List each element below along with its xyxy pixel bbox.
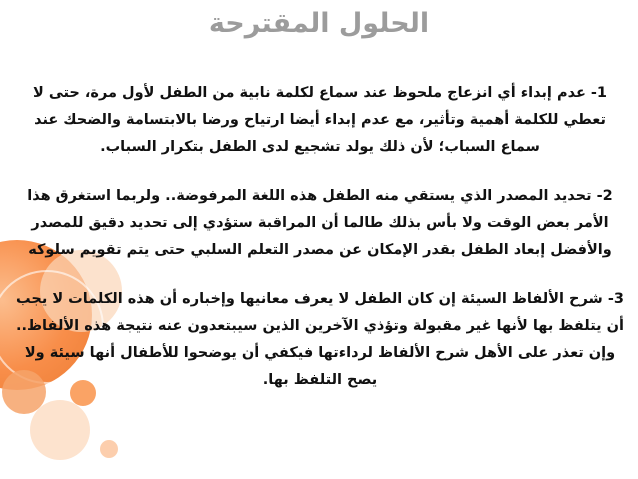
- paragraph-2: 2- تحديد المصدر الذي يستقي منه الطفل هذه اللغة المرفوضة.. ولربما استغرق هذا الأمر بعض الوقت ولا بأس بذلك طالما أن المراقبة ستؤدي إلى تحديد دقيق للمصدر والأفضل إبعاد الطفل بقدر الإمكان عن مصدر التعلم السلبي حتى يتم تقويم سلوكه: [27, 188, 613, 258]
- slide-body: [14, 80, 626, 416]
- decorative-circle-small: [100, 440, 118, 458]
- slide-title: الحلول المقترحة: [208, 8, 430, 39]
- paragraph-3: 3- شرح الألفاظ السيئة إن كان الطفل لا يعرف معانيها وإخباره أن هذه الكلمات لا يجب أن يتلفظ بها لأنها غير مقبولة وتؤذي الآخرين الذين سيبتعدون عنه نتيجة هذه الألفاظ.. وإن تعذر على الأهل شرح الألفاظ لرداءتها فيكفي أن يوضحوا للأطفال أنها سيئة ولا يصح التلفظ بها.: [15, 291, 624, 388]
- paragraph-1: 1- عدم إبداء أي انزعاج ملحوظ عند سماع لكلمة نابية من الطفل لأول مرة، حتى لا تعطي للكلمة أهمية وتأثير، مع عدم إبداء أيضا ارتياح ورضا بالابتسامة والضحك عند سماع السباب؛ لأن ذلك يولد تشجيع لدى الطفل بتكرار السباب.: [32, 85, 608, 155]
